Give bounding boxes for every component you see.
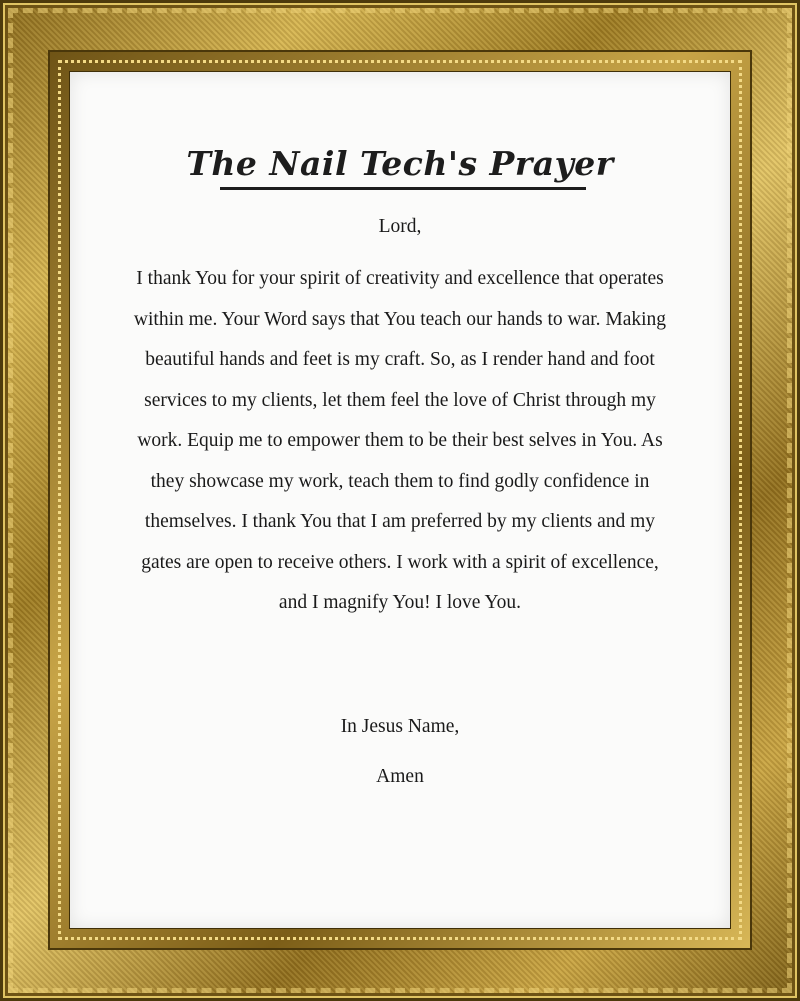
prayer-closing: In Jesus Name, bbox=[340, 716, 460, 737]
prayer-paper bbox=[70, 72, 730, 928]
title-underline bbox=[220, 187, 586, 190]
prayer-body: I thank You for your spirit of creativity and excellence that operates within me. Your Word says that You teach our hands to war. Making beautiful hands and feet is my craft. So, as I render hand and foot services to my clients, let them feel the love of Christ through my work. Equip me to empower them to be their best selves in You. As they showcase my work, teach them to find godly confidence in themselves. I thank You that I am preferred by my clients and my gates are open to receive others. I work with a spirit of excellence, and I magnify You! I love You. bbox=[133, 268, 667, 613]
prayer-signoff: Amen bbox=[376, 766, 424, 787]
prayer-title: The Nail Tech's Prayer bbox=[186, 144, 614, 183]
prayer-salutation: Lord, bbox=[378, 216, 422, 237]
